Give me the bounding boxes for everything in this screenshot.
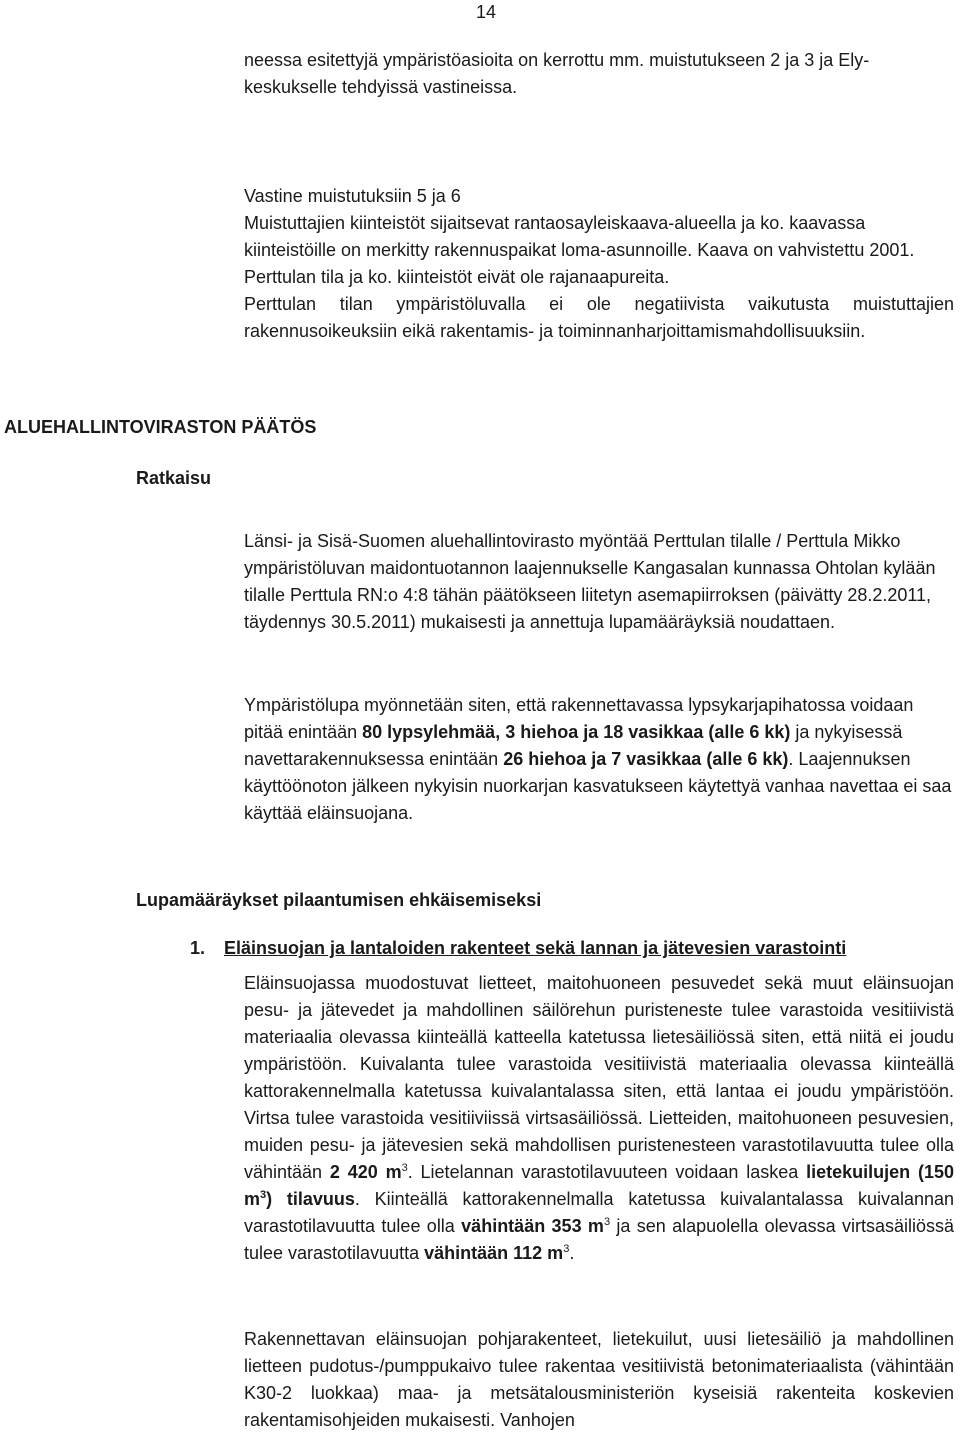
regulation-1-number: 1.: [190, 938, 206, 958]
regulation-1-paragraph-1: Eläinsuojassa muodostuvat lietteet, maitohuoneen pesuvedet sekä muut eläinsuojan pesu- ja jätevedet ja mahdollinen säilörehun puristeneste tulee varastoida vesitiivistä materiaalia olevassa kiinteällä katteella katetussa lietesäiliössä siten, että niitä ei joudu ympäristöön. Kuivalanta tulee varastoida vesitiivistä materiaalia olevassa kiinteällä kattorakennelmalla katetussa kuivalantalassa siten, että lantaa ei joudu ympäristöön. Virtsa tulee varastoida vesitiiviissä virtsasäiliössä. Lietteiden, maitohuoneen pesuvesien, muiden pesu- ja jätevesien sekä mahdollisen puristenesteen varastotilavuutta tulee olla vähintään 2 420 $m^3$. Lietelannan varastotilavuuteen voidaan laskea lietekuilujen (150 $m^3$) tilavuus. Kiinteällä kattorakennelmalla katetussa kuivalantalassa kuivalannan varastotilavuutta tulee olla vähintään 353 $m^3$ ja sen alapuolella olevassa virtsasäiliössä tulee varastotilavuutta vähintään 112 $m^3$.: [244, 973, 955, 1263]
animal-count-2: 26 hiehoa ja 7 vasikkaa (alle 6 kk): [503, 749, 789, 769]
decision-paragraph-1: Länsi- ja Sisä-Suomen aluehallintovirasto myöntää Perttulan tilalle / Perttula Mikko ympäristöluvan maidontuotannon laajennukselle Kangasalan kunnassa Ohtolan kylään tilalle Perttula RN:o 4:8 tähän päätökseen liitetyn asemapiirroksen (päivätty 28.2.2011, täydennys 30.5.2011) mukaisesti ja annettuja lupamääräyksiä noudattaen.: [244, 531, 936, 632]
page-number: 14: [475, 2, 497, 22]
vastine-paragraph-1: Muistuttajien kiinteistöt sijaitsevat rantaosayleiskaava-alueella ja ko. kaavassa kiinteistöille on merkitty rakennuspaikat loma-asunnoille. Kaava on vahvistettu 2001. Perttulan tila ja ko. kiinteistöt eivät ole rajanaapureita.: [244, 213, 915, 287]
vastine-title: Vastine muistutuksiin 5 ja 6: [244, 186, 461, 206]
vastine-paragraph-2: Perttulan tilan ympäristöluvalla ei ole negatiivista vaikutusta muistuttajien rakennusoikeuksiin eikä rakentamis- ja toiminnanharjoittamismahdollisuuksiin.: [244, 294, 954, 341]
decision-heading: ALUEHALLINTOVIRASTON PÄÄTÖS: [4, 417, 317, 437]
decision-paragraph-2: Ympäristölupa myönnetään siten, että rakennettavassa lypsykarjapihatossa voidaan pitää enintään 80 lypsylehmää, 3 hiehoa ja 18 vasikkaa (alle 6 kk) ja nykyisessä navettarakennuksessa enintään 26 hiehoa ja 7 vasikkaa (alle 6 kk). Laajennuksen käyttöönoton jälkeen nykyisin nuorkarjan kasvatukseen käytettyä vanhaa navettaa ei saa käyttää eläinsuojana.: [244, 695, 952, 823]
regulations-heading: Lupamääräykset pilaantumisen ehkäisemiseksi: [136, 890, 542, 910]
regulation-1-paragraph-2: Rakennettavan eläinsuojan pohjarakenteet, lietekuilut, uusi lietesäiliö ja mahdollinen lietteen pudotus-/pumppukaivo tulee rakentaa vesitiivistä betonimateriaalista (vähintään K30-2 luokkaa) maa- ja metsätalousministeriön kyseisiä rakenteita koskevien rakentamisohjeiden mukaisesti. Vanhojen: [244, 1329, 954, 1430]
decision-subheading: Ratkaisu: [136, 468, 212, 488]
vastine-section: [244, 183, 954, 345]
regulation-1-title: 1. Eläinsuojan ja lantaloiden rakenteet sekä lannan ja jätevesien varastointi: [190, 935, 846, 962]
intro-paragraph: neessa esitettyjä ympäristöasioita on kerrottu mm. muistutukseen 2 ja 3 ja Ely-keskukselle tehdyissä vastineissa.: [244, 50, 870, 97]
animal-count-1: 80 lypsylehmää, 3 hiehoa ja 18 vasikkaa (alle 6 kk): [362, 722, 791, 742]
